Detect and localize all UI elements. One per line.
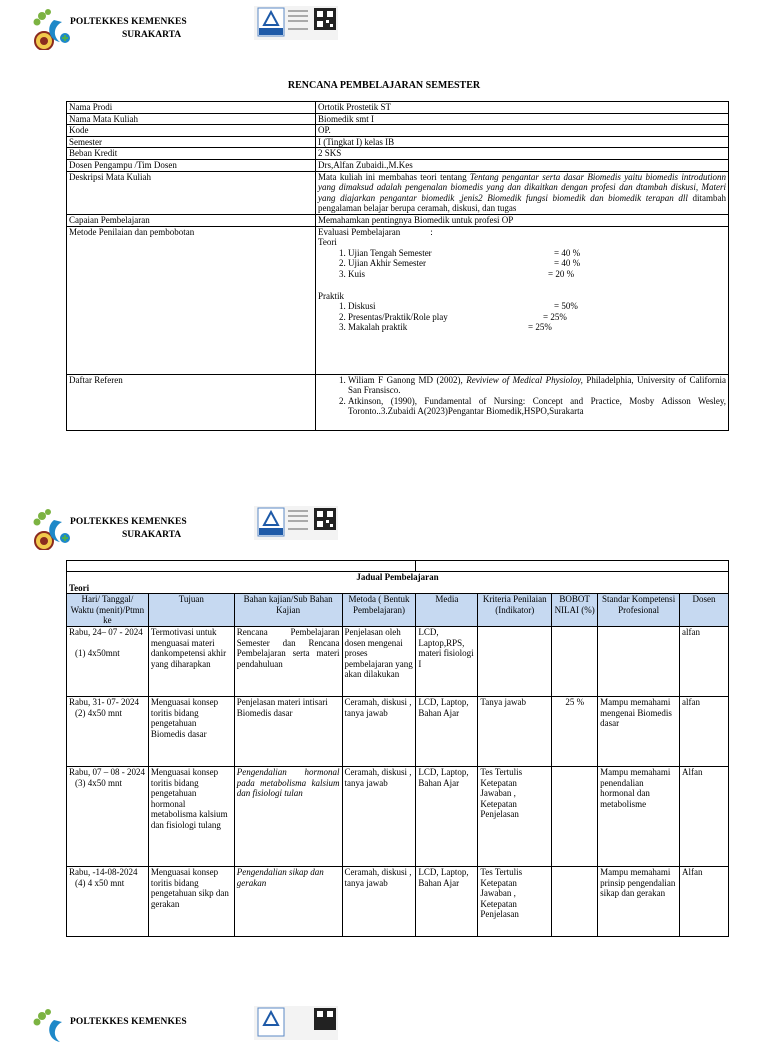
blank-cell [67, 561, 416, 572]
theory-label: Teori [318, 237, 337, 248]
blank-cell [416, 561, 729, 572]
objective-cell: Menguasai konsep toritis bidang pengetahuan Biomedis dasar [148, 696, 234, 766]
weight-value: = 20 % [548, 268, 575, 279]
criteria-cell: Tes Tertulis Ketepatan Jawaban , Ketepatan Penjelasan [478, 766, 552, 866]
course-description [316, 171, 729, 214]
certification-badge-icon [254, 6, 338, 40]
table-row [67, 226, 729, 374]
info-label: Metode Penilaian dan pembobotan [67, 226, 316, 374]
section-label: Teori [69, 582, 90, 593]
lecturer-cell: alfan [680, 696, 729, 766]
table-row [67, 136, 729, 148]
weight-name: 1. Ujian Tengah Semester [348, 247, 432, 258]
table-row [67, 148, 729, 160]
assessment-method [316, 226, 729, 374]
media-cell: LCD, Laptop, Bahan Ajar [416, 866, 478, 936]
material-cell: Rencana Pembelajaran Semester dan Rencana Pembelajaran serta materi pendahuluan [234, 626, 342, 696]
media-cell: LCD, Laptop,RPS, materi fisiologi I [416, 626, 478, 696]
list-item [348, 248, 726, 259]
method-cell: Ceramah, diskusi , tanya jawab [342, 766, 416, 866]
institution-name: POLTEKKES KEMENKES [70, 1017, 187, 1027]
session-date: Rabu, -14-08-2024 [69, 866, 138, 877]
column-header: BOBOT NILAI (%) [552, 594, 598, 627]
session-date: Rabu, 07 – 08 - 2024 [69, 766, 145, 777]
competency-cell [598, 626, 680, 696]
page-header [32, 1006, 352, 1050]
table-row [67, 125, 729, 137]
evaluation-colon: : [430, 226, 433, 237]
material-cell: Pengendalian hormonal pada metabolisma kalsium dan fisiologi tulan [234, 766, 342, 866]
institution-logo-icon [32, 1006, 72, 1050]
table-row [67, 113, 729, 125]
institution-logo-icon [32, 6, 72, 50]
competency-cell: Mampu memahami penendalian hormonal dan metabolisme [598, 766, 680, 866]
method-cell: Penjelasan oleh dosen mengenai proses pembelajaran yang akan dilakukan [342, 626, 416, 696]
description-text: Mata kuliah ini membahas teori tentang [318, 171, 470, 182]
table-row [67, 561, 729, 572]
list-item [348, 301, 726, 312]
table-row [67, 866, 729, 936]
schedule-table [66, 560, 729, 937]
lecturer-cell: Alfan [680, 866, 729, 936]
date-cell [67, 866, 149, 936]
table-header-row [67, 594, 729, 627]
institution-name: POLTEKKES KEMENKES [70, 17, 187, 27]
column-header: Dosen [680, 594, 729, 627]
reference-title: Reviview of Medical Physioloy, [466, 374, 583, 385]
info-value: OP. [316, 125, 729, 137]
date-cell [67, 626, 149, 696]
weight-cell [552, 866, 598, 936]
table-row [67, 214, 729, 226]
column-header: Bahan kajian/Sub Bahan Kajian [234, 594, 342, 627]
table-row [67, 572, 729, 594]
evaluation-label: Evaluasi Pembelajaran [318, 226, 401, 237]
lecturer-cell: alfan [680, 626, 729, 696]
column-header: Tujuan [148, 594, 234, 627]
info-value: Drs,Alfan Zubaidi.,M.Kes [316, 159, 729, 171]
info-label: Kode [67, 125, 316, 137]
column-header: Metoda ( Bentuk Pembelajaran) [342, 594, 416, 627]
institution-name: POLTEKKES KEMENKES [70, 517, 187, 527]
weight-name: 3. Makalah praktik [348, 322, 408, 333]
competency-cell: Mampu memahami mengenai Biomedis dasar [598, 696, 680, 766]
practice-label: Praktik [318, 290, 344, 301]
table-row [67, 159, 729, 171]
table-row [67, 171, 729, 214]
list-item [348, 269, 726, 280]
document-title: RENCANA PEMBELAJARAN SEMESTER [287, 80, 481, 91]
info-label: Dosen Pengampu /Tim Dosen [67, 159, 316, 171]
session-time: (2) 4x50 mnt [75, 707, 122, 718]
reference-author: Wiliam F Ganong MD (2002), [348, 374, 467, 385]
method-cell: Ceramah, diskusi , tanya jawab [342, 866, 416, 936]
info-label: Beban Kredit [67, 148, 316, 160]
institution-city: SURAKARTA [122, 30, 182, 40]
criteria-cell [478, 626, 552, 696]
reference-item: 2. Atkinson, (1990), Fundamental of Nursing: Concept and Practice, Mosby Adisson Wesley, Toronto..3.Zubaidi A(2023)Pengantar Biomedik,HSPO,Surakarta [348, 396, 726, 417]
page-header [32, 6, 352, 50]
weight-value: = 25% [528, 322, 552, 333]
course-info-table [66, 101, 729, 431]
table-row [67, 102, 729, 114]
info-label: Nama Prodi [67, 102, 316, 114]
method-cell: Ceramah, diskusi , tanya jawab [342, 696, 416, 766]
session-time: (1) 4x50mnt [75, 647, 120, 658]
weight-cell [552, 766, 598, 866]
table-row [67, 626, 729, 696]
material-cell: Pengendalian sikap dan gerakan [234, 866, 342, 936]
media-cell: LCD, Laptop, Bahan Ajar [416, 766, 478, 866]
weight-name: 1. Diskusi [348, 301, 376, 312]
date-cell [67, 766, 149, 866]
description-tail-text: ditambah pengalaman belajar berupa ceramah, diskusi, dan tugas [318, 192, 726, 214]
column-header: Hari/ Tanggal/ Waktu (menit)/Ptmn ke [67, 594, 149, 627]
institution-logo-icon [32, 506, 72, 550]
lecturer-cell: Alfan [680, 766, 729, 866]
criteria-cell: Tanya jawab [478, 696, 552, 766]
certification-badge-icon [254, 506, 338, 540]
weight-value: = 50% [554, 301, 578, 312]
column-header: Standar Kompetensi Profesional [598, 594, 680, 627]
competency-cell: Mampu memahami prinsip pengendalian sikap dan gerakan [598, 866, 680, 936]
table-row [67, 766, 729, 866]
session-date: Rabu, 24– 07 - 2024 [69, 626, 143, 637]
schedule-title: Jadual Pembelajaran [356, 572, 439, 582]
description-italic-text: Tentang pengantar serta dasar Biomedis yaitu biomedis introdutionn yang dimaksud adalah pengenalan biomedis yang dan dikaitkan dengan profesi dan dtambah diskusi, Materi yang diajarkan pengantar biomedik ,jenis2 Biomedik fungsi biomedik dan biomedik terapan dll [318, 171, 726, 203]
info-label: Deskripsi Mata Kuliah [67, 171, 316, 214]
certification-badge-icon [254, 1006, 338, 1040]
weight-value: = 25% [543, 311, 567, 322]
table-row [67, 696, 729, 766]
info-value: Ortotik Prostetik ST [316, 102, 729, 114]
session-date: Rabu, 31- 07- 2024 [69, 696, 139, 707]
reference-publisher: Philadelphia, University of California San Fransisco. [348, 374, 726, 396]
reference-item [348, 375, 726, 396]
weight-name: 2. Presentas/Praktik/Role play [348, 311, 448, 322]
institution-city: SURAKARTA [122, 530, 182, 540]
column-header: Media [416, 594, 478, 627]
weight-name: 2. Ujian Akhir Semester [348, 258, 426, 269]
table-row [67, 374, 729, 430]
weight-value: = 40 % [554, 258, 581, 269]
page-header [32, 506, 352, 550]
info-label: Daftar Referen [67, 374, 316, 430]
weight-name: 3. Kuis [348, 268, 366, 279]
schedule-title-cell [67, 572, 729, 594]
info-value: Memahamkan pentingnya Biomedik untuk profesi OP [316, 214, 729, 226]
list-item [348, 322, 726, 333]
list-item [348, 258, 726, 269]
objective-cell: Menguasai konsep toritis bidang pengetahuan sikp dan gerakan [148, 866, 234, 936]
list-item [348, 312, 726, 323]
column-header: Kriteria Penilaian (Indikator) [478, 594, 552, 627]
weight-value: = 40 % [554, 247, 581, 258]
weight-cell: 25 % [552, 696, 598, 766]
info-label: Nama Mata Kuliah [67, 113, 316, 125]
weight-cell [552, 626, 598, 696]
info-label: Semester [67, 136, 316, 148]
date-cell [67, 696, 149, 766]
references [316, 374, 729, 430]
info-label: Capaian Pembelajaran [67, 214, 316, 226]
info-value: Biomedik smt I [316, 113, 729, 125]
info-value: I (Tingkat I) kelas IB [316, 136, 729, 148]
media-cell: LCD, Laptop, Bahan Ajar [416, 696, 478, 766]
session-time: (4) 4 x50 mnt [75, 877, 125, 888]
material-cell: Penjelasan materi intisari Biomedis dasar [234, 696, 342, 766]
criteria-cell: Tes Tertulis Ketepatan Jawaban , Ketepatan Penjelasan [478, 866, 552, 936]
objective-cell: Menguasai konsep toritis bidang pengetahuan hormonal metabolisma kalsium dan fisiologi tulang [148, 766, 234, 866]
session-time: (3) 4x50 mnt [75, 777, 122, 788]
info-value: 2 SKS [316, 148, 729, 160]
objective-cell: Termotivasi untuk menguasai materi dankompetensi akhir yang diharapkan [148, 626, 234, 696]
